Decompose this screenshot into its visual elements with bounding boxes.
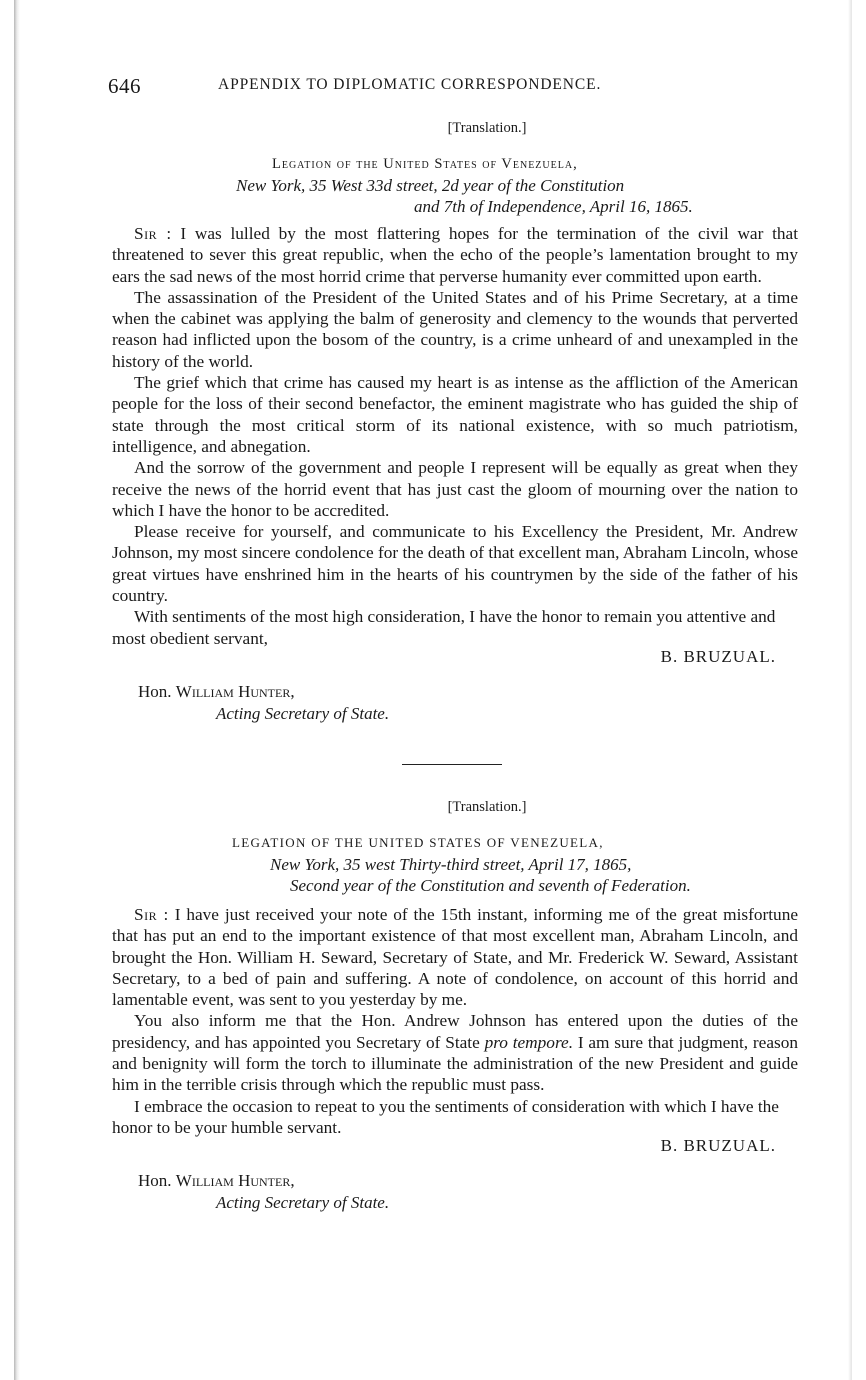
signature: B. BRUZUAL. xyxy=(660,646,776,666)
legation-heading: LEGATION OF THE UNITED STATES OF VENEZUELA, xyxy=(232,835,604,850)
salutation: Sir : xyxy=(134,905,169,924)
paragraph: The assassination of the President of the United States and of his Prime Secretary, at a time when the cabinet was applying the balm of generosity and clemency to the wounds that perverted reason had inflicted upon the bosom of the country, is a crime unheard of and unexampled in the history of the world. xyxy=(112,287,798,371)
translation-note: [Translation.] xyxy=(447,799,527,815)
paragraph-closing: I embrace the occasion to repeat to you the sentiments of consideration with which I have the honor to be your humble servant. xyxy=(112,1096,779,1137)
page-header xyxy=(108,74,808,104)
legation-heading: Legation of the United States of Venezuela, xyxy=(272,156,578,172)
paragraph xyxy=(112,904,798,1010)
addressee xyxy=(138,681,798,703)
addressee xyxy=(138,1170,798,1192)
italic-phrase: pro tempore. xyxy=(484,1032,574,1052)
addressee-name: William Hunter, xyxy=(175,1171,295,1191)
paragraph-text: I am sure that judgment, reason and benignity will form the torch to illuminate the administration of the new President and guide him in the terrible crisis through which the republic must pass. xyxy=(112,1032,798,1095)
paragraph: The grief which that crime has caused my heart is as intense as the affliction of the American people for the loss of their second benefactor, the eminent magistrate who has guided the ship of state through the most critical storm of its national existence, with so much patriotism, intelligence, and abnegation. xyxy=(112,373,798,456)
paragraph-text: I was lulled by the most flattering hopes for the termination of the civil war that threatened to sever this great republic, when the echo of the people’s lamentation brought to my ears the sad news of the most horrid crime that perverse humanity ever committed upon earth. xyxy=(112,224,798,286)
address-line-1: New York, 35 west Thirty-third street, April 17, 1865, xyxy=(270,855,632,874)
running-head: APPENDIX TO DIPLOMATIC CORRESPONDENCE. xyxy=(218,76,602,93)
addressee-prefix: Hon. xyxy=(138,681,172,701)
paragraph: And the sorrow of the government and people I represent will be equally as great when they receive the news of the horrid event that has just cast the gloom of mourning over the nation to which I have the honor to be accredited. xyxy=(112,458,798,520)
paragraph-text: I have just received your note of the 15th instant, informing me of the great misfortune that has put an end to the important existence of that most excellent man, Abraham Lincoln, and brought the Hon. William H. Seward, Secretary of State, and Mr. Frederick W. Seward, Assistant Secretary, to a bed of pain and suffering. A note of condolence, on account of this horrid and lamentable event, was sent to you yesterday by me. xyxy=(112,905,798,1010)
paragraph xyxy=(112,1010,798,1095)
address-line-2: and 7th of Independence, April 16, 1865. xyxy=(414,197,693,216)
addressee-prefix: Hon. xyxy=(138,1171,172,1191)
paragraph-text: You also inform me that the Hon. Andrew Johnson has entered upon the duties of the presidency, and has appointed you Secretary of State xyxy=(112,1011,798,1052)
addressee-title: Acting Secretary of State. xyxy=(216,703,390,723)
addressee-name: William Hunter, xyxy=(175,681,295,701)
paragraph: Please receive for yourself, and communicate to his Excellency the President, Mr. Andrew Johnson, my most sincere condolence for the death of that excellent man, Abraham Lincoln, whose great virtues have enshrined him in the hearts of his countrymen by the side of the father of his country. xyxy=(112,522,798,606)
address-line-2: Second year of the Constitution and seventh of Federation. xyxy=(290,876,691,895)
address-line-1: New York, 35 West 33d street, 2d year of the Constitution xyxy=(236,176,625,195)
signature: B. BRUZUAL. xyxy=(660,1136,776,1156)
letter-april-17 xyxy=(112,799,798,1214)
page-binding-edge xyxy=(14,0,20,1380)
section-divider xyxy=(402,764,502,765)
addressee-title: Acting Secretary of State. xyxy=(216,1193,390,1213)
translation-note: [Translation.] xyxy=(447,120,527,136)
paragraph-closing: With sentiments of the most high consideration, I have the honor to remain you attentive and most obedient servant, xyxy=(112,607,776,648)
letter-april-16 xyxy=(112,120,798,725)
page-number: 646 xyxy=(108,74,141,98)
page-right-edge xyxy=(848,0,852,1380)
paragraph xyxy=(112,223,798,287)
salutation: Sir : xyxy=(134,224,172,243)
